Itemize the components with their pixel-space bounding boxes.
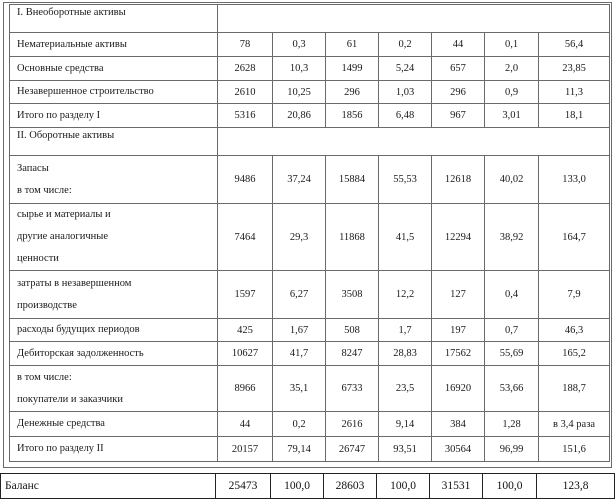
table-row (10, 57, 610, 81)
value-cell: 12,2 (379, 271, 432, 319)
value-cell: 1856 (326, 104, 379, 128)
value-cell: 165,2 (539, 342, 610, 366)
value-cell: 9,14 (379, 412, 432, 437)
section-title: II. Оборотные активы (10, 128, 218, 156)
value-cell: 188,7 (539, 366, 610, 412)
section-title-empty-cell (218, 5, 610, 33)
row-label (10, 437, 218, 462)
section-title-row (10, 5, 610, 33)
row-label (10, 33, 218, 57)
balance-total-value: 100,0 (271, 474, 324, 499)
value-cell: 28,83 (379, 342, 432, 366)
value-cell: 0,4 (485, 271, 539, 319)
value-cell: 56,4 (539, 33, 610, 57)
value-cell: 26747 (326, 437, 379, 462)
value-cell: 46,3 (539, 319, 610, 342)
value-cell: 0,3 (273, 33, 326, 57)
value-cell: 20,86 (273, 104, 326, 128)
value-cell: 6,27 (273, 271, 326, 319)
value-cell: 44 (432, 33, 485, 57)
value-cell: в 3,4 раза (539, 412, 610, 437)
value-cell: 53,66 (485, 366, 539, 412)
value-cell: 79,14 (273, 437, 326, 462)
table-row (10, 366, 610, 412)
table-row (10, 271, 610, 319)
row-label-line: Незавершенное строительство (17, 86, 154, 97)
row-label (10, 104, 218, 128)
value-cell: 151,6 (539, 437, 610, 462)
value-cell: 40,02 (485, 156, 539, 204)
value-cell: 384 (432, 412, 485, 437)
row-label-line: другие аналогичные (17, 231, 108, 242)
value-cell: 8247 (326, 342, 379, 366)
balance-total-value: 123,8 (537, 474, 615, 499)
row-label-line: Итого по разделу I (17, 109, 101, 121)
row-label (10, 156, 218, 204)
value-cell: 508 (326, 319, 379, 342)
section-title: I. Внеоборотные активы (10, 5, 218, 33)
value-cell: 6733 (326, 366, 379, 412)
row-label-line: Итого по разделу II (17, 443, 104, 454)
value-cell: 657 (432, 57, 485, 81)
row-label (10, 271, 218, 319)
value-cell: 16920 (432, 366, 485, 412)
value-cell: 44 (218, 412, 273, 437)
row-label (10, 342, 218, 366)
value-cell: 20157 (218, 437, 273, 462)
value-cell: 55,69 (485, 342, 539, 366)
row-label (10, 412, 218, 437)
row-label-line: сырье и материалы и (17, 209, 111, 220)
balance-total-value: 28603 (324, 474, 377, 499)
value-cell: 12294 (432, 204, 485, 271)
value-cell: 296 (432, 81, 485, 104)
assets-table (9, 4, 610, 462)
value-cell: 41,5 (379, 204, 432, 271)
row-label-line: в том числе: (17, 184, 72, 196)
assets-table-body (10, 5, 610, 462)
row-label (10, 319, 218, 342)
row-label-line: Денежные средства (17, 418, 105, 429)
value-cell: 23,5 (379, 366, 432, 412)
row-label-line: расходы будущих периодов (17, 324, 140, 335)
table-row (10, 437, 610, 462)
section-title-row (10, 128, 610, 156)
row-label-line: покупатели и заказчики (17, 393, 124, 405)
row-label-line: в том числе: (17, 371, 72, 383)
row-label (10, 366, 218, 412)
value-cell: 1597 (218, 271, 273, 319)
row-label-line: ценности (17, 253, 59, 264)
value-cell: 133,0 (539, 156, 610, 204)
value-cell: 55,53 (379, 156, 432, 204)
balance-total-value: 100,0 (377, 474, 430, 499)
value-cell: 11868 (326, 204, 379, 271)
value-cell: 0,2 (379, 33, 432, 57)
value-cell: 11,3 (539, 81, 610, 104)
value-cell: 10627 (218, 342, 273, 366)
value-cell: 37,24 (273, 156, 326, 204)
balance-total-table (0, 473, 615, 499)
value-cell: 2,0 (485, 57, 539, 81)
value-cell: 425 (218, 319, 273, 342)
value-cell: 2628 (218, 57, 273, 81)
value-cell: 93,51 (379, 437, 432, 462)
value-cell: 296 (326, 81, 379, 104)
table-row (10, 319, 610, 342)
value-cell: 8966 (218, 366, 273, 412)
value-cell: 7,9 (539, 271, 610, 319)
value-cell: 35,1 (273, 366, 326, 412)
value-cell: 6,48 (379, 104, 432, 128)
row-label-line: затраты в незавершенном (17, 277, 132, 289)
row-label-line: Нематериальные активы (17, 38, 127, 50)
table-row (10, 156, 610, 204)
balance-total-row (1, 474, 615, 499)
value-cell: 38,92 (485, 204, 539, 271)
value-cell: 1499 (326, 57, 379, 81)
value-cell: 41,7 (273, 342, 326, 366)
balance-total-label: Баланс (1, 474, 216, 499)
value-cell: 1,28 (485, 412, 539, 437)
value-cell: 1,03 (379, 81, 432, 104)
value-cell: 96,99 (485, 437, 539, 462)
value-cell: 0,7 (485, 319, 539, 342)
value-cell: 197 (432, 319, 485, 342)
table-row (10, 412, 610, 437)
value-cell: 61 (326, 33, 379, 57)
value-cell: 3508 (326, 271, 379, 319)
table-row (10, 204, 610, 271)
value-cell: 5,24 (379, 57, 432, 81)
value-cell: 3,01 (485, 104, 539, 128)
section-title-empty-cell (218, 128, 610, 156)
value-cell: 7464 (218, 204, 273, 271)
balance-total-value: 25473 (216, 474, 271, 499)
table-row (10, 104, 610, 128)
value-cell: 5316 (218, 104, 273, 128)
balance-total-value: 100,0 (483, 474, 537, 499)
value-cell: 0,1 (485, 33, 539, 57)
value-cell: 29,3 (273, 204, 326, 271)
value-cell: 17562 (432, 342, 485, 366)
value-cell: 0,9 (485, 81, 539, 104)
value-cell: 164,7 (539, 204, 610, 271)
value-cell: 30564 (432, 437, 485, 462)
value-cell: 10,25 (273, 81, 326, 104)
value-cell: 9486 (218, 156, 273, 204)
value-cell: 10,3 (273, 57, 326, 81)
row-label (10, 204, 218, 271)
value-cell: 1,7 (379, 319, 432, 342)
value-cell: 2616 (326, 412, 379, 437)
row-label-line: производстве (17, 299, 77, 311)
value-cell: 15884 (326, 156, 379, 204)
value-cell: 0,2 (273, 412, 326, 437)
row-label-line: Дебиторская задолженность (17, 347, 144, 359)
table-row (10, 81, 610, 104)
value-cell: 23,85 (539, 57, 610, 81)
value-cell: 1,67 (273, 319, 326, 342)
table-row (10, 33, 610, 57)
value-cell: 2610 (218, 81, 273, 104)
value-cell: 967 (432, 104, 485, 128)
row-label-line: Основные средства (17, 62, 104, 74)
balance-total-value: 31531 (430, 474, 483, 499)
value-cell: 12618 (432, 156, 485, 204)
value-cell: 78 (218, 33, 273, 57)
value-cell: 127 (432, 271, 485, 319)
row-label-line: Запасы (17, 162, 49, 174)
table-row (10, 342, 610, 366)
value-cell: 18,1 (539, 104, 610, 128)
row-label (10, 81, 218, 104)
row-label (10, 57, 218, 81)
